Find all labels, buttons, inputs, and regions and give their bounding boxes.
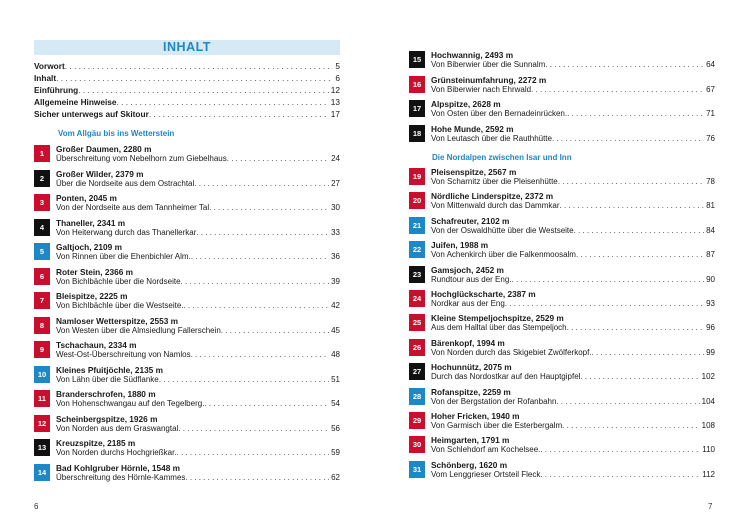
tour-route-line [431,201,715,211]
dot-leader [580,372,699,382]
front-matter-page: 6 [335,73,340,83]
tour-route-line [431,250,715,260]
toc-entry[interactable] [34,218,340,240]
tour-number-badge: 1 [34,145,50,162]
dot-leader [545,60,704,70]
tour-page: 99 [706,347,715,357]
tour-route-line [431,109,715,119]
tour-page: 71 [706,109,715,119]
tour-number-badge: 25 [409,314,425,331]
tour-route-line [431,275,715,285]
tour-route-line [56,375,340,385]
tour-description: Aus dem Halltal über das Stempeljoch [431,323,567,333]
toc-entry[interactable] [34,340,340,362]
tour-page: 110 [702,445,715,455]
tour-number-badge: 24 [409,290,425,307]
dot-leader [178,424,329,434]
toc-entry[interactable] [409,435,715,457]
dot-leader [183,301,329,311]
tour-route-line [431,372,715,382]
tour-route-line [431,470,715,480]
toc-entry[interactable] [409,167,715,189]
toc-entry[interactable] [34,316,340,338]
tour-title: Hoher Fricken, 1940 m [431,411,520,421]
tour-number-badge: 5 [34,243,50,260]
toc-entry[interactable] [409,338,715,360]
tour-description: Von Heiterwang durch das Thanellerkar [56,227,197,237]
tour-title: Grünsteinumfahrung, 2272 m [431,74,547,85]
tour-title: Ponten, 2045 m [56,193,117,203]
tour-title: Schönberg, 1620 m [431,459,508,470]
dot-leader [556,397,699,407]
tour-number-badge: 27 [409,363,425,380]
tour-route-line [56,424,340,434]
toc-entry[interactable] [409,460,715,482]
tour-route-line [56,448,340,458]
tour-number-badge: 28 [409,388,425,405]
tour-route-line [431,60,715,70]
tour-description: Von der Oswaldhütte über die Westseite [431,225,574,235]
dot-leader [562,421,699,431]
toc-entry[interactable] [34,389,340,411]
toc-entry[interactable] [34,414,340,436]
dot-leader [505,299,704,309]
dot-leader [204,399,329,409]
dot-leader [185,473,329,483]
front-matter-item[interactable] [34,60,340,72]
toc-entry[interactable] [409,313,715,335]
tour-number-badge: 4 [34,219,50,236]
toc-entry[interactable] [409,124,715,146]
front-matter-item[interactable] [34,108,340,120]
toc-entry[interactable] [34,438,340,460]
dot-leader [56,72,333,84]
tour-route-line [56,473,340,483]
toc-entry[interactable] [409,50,715,72]
tour-number-badge: 31 [409,461,425,478]
front-matter-label: Einführung [34,85,79,95]
tour-route-line [56,350,340,360]
tour-title: Thaneller, 2341 m [56,217,126,228]
dot-leader [531,85,704,95]
tour-page: 45 [331,325,340,335]
tour-page: 39 [331,276,340,286]
tour-description: Von Bichlbächle über die Nordseite [56,276,181,286]
tour-description: Von Garmisch über die Esterbergalm [431,421,563,430]
tour-route-line [56,179,340,189]
toc-entry[interactable] [409,191,715,213]
tour-title: Scheinbergspitze, 1926 m [56,413,158,424]
toc-entry[interactable] [34,144,340,166]
tour-title: Bleispitze, 2225 m [56,291,128,301]
tour-description: Über die Nordseite aus dem Ostrachtal [56,178,195,188]
tour-title: Großer Wilder, 2379 m [56,168,144,179]
front-matter-item[interactable] [34,72,340,84]
tour-number-badge: 23 [409,266,425,283]
tour-title: Kreuzspitze, 2185 m [56,438,136,448]
tour-number-badge: 26 [409,339,425,356]
tour-page: 90 [706,274,715,284]
toc-entry[interactable] [409,240,715,262]
tour-description: Durch das Nordostkar auf den Hauptgipfel [431,372,581,382]
tour-title: Nördliche Linderspitze, 2372 m [431,191,554,202]
tour-page: 87 [706,250,715,260]
tour-description: Überschreitung des Hörnle-Kammes [56,472,186,482]
dot-leader [196,228,329,238]
front-matter-list [34,60,340,120]
tour-number-badge: 18 [409,125,425,142]
section-title-nordalpen: Die Nordalpen zwischen Isar und Inn [432,153,572,162]
tour-description: Von Norden durch das Skigebiet Zwölferkopf. [431,347,592,357]
toc-entry[interactable] [409,362,715,384]
tour-route-line [56,301,340,311]
tour-title: Schafreuter, 2102 m [431,215,510,226]
tour-page: 62 [331,472,340,482]
tour-description: Von Rinnen über die Ehenbichler Alm. [56,252,191,261]
dot-leader [221,326,329,336]
tour-number-badge: 9 [34,341,50,358]
tour-title: Alpspitze, 2628 m [431,99,501,110]
dot-leader [191,252,329,262]
front-matter-label: Vorwort [34,61,65,71]
front-matter-label: Inhalt [34,73,57,83]
tour-description: Von Scharnitz über die Pleisenhütte [431,177,558,186]
toc-entry[interactable] [34,291,340,313]
tour-route-line [56,277,340,287]
tour-description: Vom Lenggrieser Ortsteil Fleck [431,469,541,479]
tour-title: Bärenkopf, 1994 m [431,337,505,348]
tour-description: Von Schlehdorf am Kochelsee. [431,445,541,455]
tour-title: Heimgarten, 1791 m [431,435,510,446]
tour-page: 51 [331,374,340,384]
front-matter-item[interactable] [34,96,340,108]
front-matter-page: 5 [335,61,340,71]
tour-title: Hochunnütz, 2075 m [431,362,512,373]
tour-route-line [431,348,715,358]
tour-page: 112 [702,469,715,479]
tour-route-line [431,299,715,309]
tour-description: Von der Bergstation der Rofanbahn [431,396,557,406]
front-matter-label: Sicher unterwegs auf Skitour [34,109,149,119]
tour-title: Bad Kohlgruber Hörnle, 1548 m [56,462,181,473]
tour-page: 96 [706,323,715,333]
tour-description: Nordkar aus der Eng [431,299,505,308]
toc-entry[interactable] [34,267,340,289]
tour-page: 76 [706,134,715,144]
dot-leader [567,323,704,333]
tour-description: Von Osten über den Bernadeinrücken. [431,109,568,119]
tour-number-badge: 13 [34,439,50,456]
tour-page: 48 [331,350,340,359]
tour-page: 104 [701,396,715,406]
front-matter-page: 17 [330,109,340,119]
tour-page: 33 [331,227,340,237]
tour-page: 42 [331,301,340,310]
toc-entry[interactable] [409,387,715,409]
tour-page: 78 [706,177,715,186]
right-page [375,0,750,529]
tour-route-line [56,399,340,409]
toc-entry[interactable] [409,216,715,238]
tour-description: Von Leutasch über die Rauthhütte [431,134,552,144]
dot-leader [159,375,329,385]
dot-leader [592,348,705,358]
tour-page: 56 [331,423,340,433]
tour-title: Branderschrofen, 1880 m [56,389,156,399]
tour-description: Von Mittenwald durch das Dammkar [431,201,560,211]
tour-number-badge: 15 [409,51,425,68]
tour-title: Pleisenspitze, 2567 m [431,167,517,177]
tour-page: 64 [706,60,715,69]
page-number-left: 6 [34,502,39,511]
tour-page: 30 [331,203,340,212]
tour-number-badge: 7 [34,292,50,309]
section-title-allgaeu: Vom Allgäu bis ins Wetterstein [58,129,175,138]
tour-number-badge: 11 [34,390,50,407]
tour-title: Großer Daumen, 2280 m [56,144,152,154]
dot-leader [552,134,704,144]
dot-leader [191,350,330,360]
tour-title: Gamsjoch, 2452 m [431,264,504,275]
tour-description: Von Biberwier nach Ehrwald [431,84,532,94]
tour-description: West-Ost-Überschreitung von Namlos [56,350,191,359]
dot-leader [512,275,705,285]
tour-description: Von Lähn über die Südflanke [56,374,159,384]
tour-description: Von Norden aus dem Graswangtal [56,423,179,433]
toc-entry[interactable] [409,289,715,311]
tour-route-line [431,323,715,333]
front-matter-label: Allgemeine Hinweise [34,97,117,107]
toc-entry[interactable] [34,463,340,485]
tour-title: Kleine Stempeljochspitze, 2529 m [431,313,564,324]
tour-title: Tschachaun, 2334 m [56,340,137,350]
tour-title: Rofanspitze, 2259 m [431,386,511,397]
tour-title: Juifen, 1988 m [431,240,489,251]
tour-page: 54 [331,399,340,408]
dot-leader [558,177,704,187]
tour-title: Kleines Pfuitjöchle, 2135 m [56,364,163,375]
front-matter-page: 12 [330,85,340,95]
tour-description: Von Westen über die Almsiedlung Fallerschein [56,325,221,335]
tour-number-badge: 17 [409,100,425,117]
dot-leader [194,179,329,189]
dot-leader [540,445,700,455]
tour-route-line [56,228,340,238]
dot-leader [574,226,704,236]
tour-route-line [56,203,340,213]
tour-page: 67 [706,84,715,94]
tour-number-badge: 22 [409,241,425,258]
tour-route-line [56,252,340,262]
toc-entry[interactable] [34,193,340,215]
page-number-right: 7 [708,502,713,511]
tour-route-line [431,85,715,95]
toc-entry[interactable] [409,265,715,287]
tour-description: Von Biberwier über die Sunnalm [431,60,546,69]
toc-entry[interactable] [34,242,340,264]
toc-entry[interactable] [34,365,340,387]
tour-number-badge: 19 [409,168,425,185]
tour-route-line [431,421,715,431]
dot-leader [227,154,329,164]
tour-route-line [431,134,715,144]
tour-number-badge: 20 [409,192,425,209]
toc-heading: INHALT [34,40,340,55]
tour-page: 24 [331,154,340,163]
dot-leader [209,203,329,213]
tour-page: 81 [706,201,715,211]
tour-number-badge: 16 [409,76,425,93]
dot-leader [181,277,330,287]
tour-title: Hochglückscharte, 2387 m [431,289,536,299]
tour-page: 36 [331,252,340,261]
tour-route-line [431,226,715,236]
tour-number-badge: 12 [34,415,50,432]
tour-number-badge: 14 [34,464,50,481]
tour-number-badge: 8 [34,317,50,334]
tour-description: Von der Nordseite aus dem Tannheimer Tal [56,203,210,212]
front-matter-item[interactable] [34,84,340,96]
tour-route-line [56,154,340,164]
dot-leader [65,60,334,72]
tour-route-line [431,445,715,455]
tour-page: 102 [701,372,715,382]
tour-description: Von Hohenschwangau auf den Tegelberg. [56,399,205,408]
tour-route-line [431,177,715,187]
tour-title: Hohe Munde, 2592 m [431,124,514,135]
dot-leader [540,470,700,480]
tour-number-badge: 3 [34,194,50,211]
dot-leader [576,250,704,260]
tour-title: Hochwannig, 2493 m [431,50,514,60]
toc-entry[interactable] [34,169,340,191]
tour-title: Galtjoch, 2109 m [56,242,122,252]
front-matter-page: 13 [330,97,340,107]
tour-description: Überschreitung vom Nebelhorn zum Giebelhaus [56,154,227,163]
tour-page: 59 [331,448,340,457]
tour-number-badge: 30 [409,436,425,453]
tour-description: Von Bichlbächle über die Westseite. [56,301,184,310]
tour-page: 84 [706,225,715,235]
dot-leader [560,201,705,211]
tour-number-badge: 29 [409,412,425,429]
tour-title: Roter Stein, 2366 m [56,266,134,277]
tour-route-line [431,397,715,407]
dot-leader [117,96,329,108]
tour-description: Von Norden durchs Hochgrießkar. [56,448,177,457]
tour-description: Von Achenkirch über die Falkenmoosalm [431,250,576,260]
toc-entry[interactable] [409,75,715,97]
dot-leader [78,84,329,96]
toc-entry[interactable] [409,411,715,433]
tour-page: 93 [706,299,715,308]
tour-number-badge: 10 [34,366,50,383]
tour-page: 108 [701,421,715,430]
dot-leader [177,448,330,458]
tour-description: Rundtour aus der Eng. [431,274,512,284]
dot-leader [149,108,329,120]
tour-number-badge: 2 [34,170,50,187]
tour-route-line [56,326,340,336]
tour-number-badge: 21 [409,217,425,234]
dot-leader [567,109,704,119]
tour-number-badge: 6 [34,268,50,285]
toc-entry[interactable] [409,99,715,121]
tour-title: Namloser Wetterspitze, 2553 m [56,315,179,326]
tour-page: 27 [331,178,340,188]
